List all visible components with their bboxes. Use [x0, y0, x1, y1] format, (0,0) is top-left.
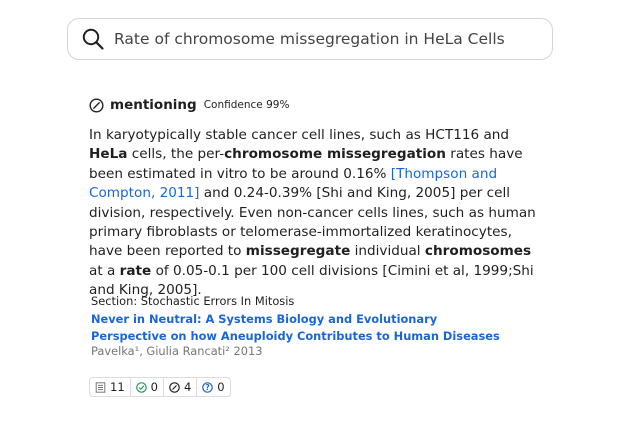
- stat-mentioning-count: 4: [183, 380, 192, 394]
- snippet-text: of 0.05-0.1 per 100 cell divisions [Cimini et al, 1999;Shi and King, 2005].: [89, 262, 534, 299]
- snippet-text: cells, the per-: [127, 146, 225, 163]
- section-label: Section: Stochastic Errors In Mitosis: [91, 294, 295, 308]
- supporting-check-icon: [136, 382, 147, 393]
- snippet-text: individual: [350, 243, 425, 260]
- snippet-text: and 0.24-0.39% [Shi and King, 2005] per cell division, respectively. Even non-cancer cells lines, such as human primary fibroblasts or telomerase-immortalized keratinocytes, have been reported to: [89, 185, 536, 260]
- citation-type-tag: [89, 97, 289, 113]
- highlighted-term: rate: [119, 262, 152, 279]
- mentioning-icon: [89, 98, 104, 113]
- citation-snippet: [89, 126, 539, 301]
- stat-total[interactable]: [90, 378, 131, 396]
- paper-title-link[interactable]: Never in Neutral: A Systems Biology and Evolutionary Perspective on how Aneuploidy Contributes to Human Diseases: [91, 312, 500, 343]
- stat-supporting[interactable]: [131, 378, 164, 396]
- document-icon: [95, 382, 106, 393]
- svg-text:?: ?: [205, 382, 210, 392]
- search-icon[interactable]: [81, 27, 105, 51]
- stat-supporting-count: 0: [150, 380, 158, 394]
- stat-contrasting-count: 0: [217, 380, 225, 394]
- snippet-text: at a: [89, 262, 120, 279]
- snippet-text: In karyotypically stable cancer cell lines, such as HCT116 and: [89, 127, 510, 143]
- highlighted-term: chromosome missegregation: [224, 146, 446, 163]
- mentioning-icon: [169, 382, 180, 393]
- snippet-text: rates have been estimated in vitro to be around 0.16%: [89, 146, 523, 182]
- contrasting-question-icon: [202, 382, 213, 393]
- stat-mentioning[interactable]: [164, 378, 197, 396]
- stat-total-count: 11: [110, 380, 125, 394]
- stat-contrasting[interactable]: [197, 378, 229, 396]
- confidence-label: Confidence 99%: [203, 99, 290, 111]
- highlighted-term: chromosomes: [424, 243, 532, 260]
- citation-link[interactable]: [Thompson and Compton, 2011]: [89, 165, 498, 202]
- search-input[interactable]: Rate of chromosome missegregation in HeLa Cells: [114, 30, 505, 48]
- citation-stats: [89, 377, 231, 397]
- highlighted-term: missegregate: [245, 243, 351, 260]
- authors-label: Pavelka¹, Giulia Rancati² 2013: [91, 344, 263, 358]
- search-bar[interactable]: [67, 18, 553, 60]
- highlighted-term: HeLa: [89, 146, 128, 163]
- citation-type-label: mentioning: [110, 97, 197, 113]
